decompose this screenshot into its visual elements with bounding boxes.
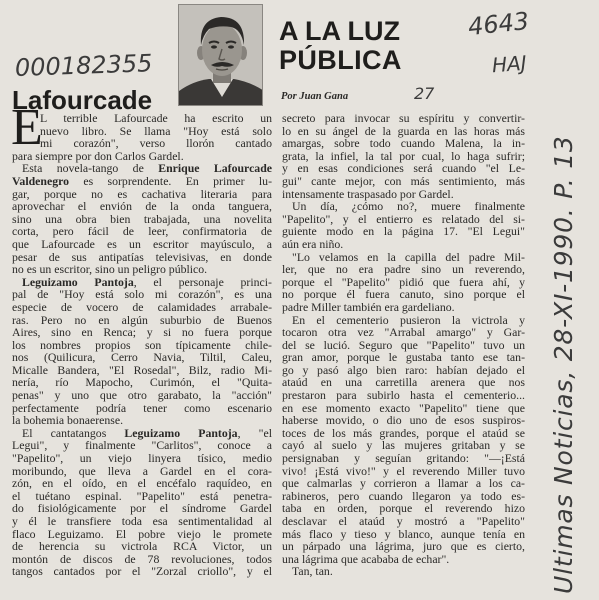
text-line: aún era niño. xyxy=(282,236,344,251)
text-line: nos (Quilicura, Cerro Navia, Tiltil, Caleu, xyxy=(12,350,272,365)
article-paragraph xyxy=(282,251,525,314)
text-line: vivo! ¡Está vivo!" y el reverendo Miller tuvo xyxy=(282,463,525,478)
section-title-line-2: PÚBLICA xyxy=(279,45,402,75)
bold-name: Leguizamo Pantoja xyxy=(22,274,134,289)
text-line: En el cementerio pusieron la victrola y xyxy=(292,312,525,327)
text-line: do fisiológicamente por el síndrome Gardel xyxy=(12,501,272,516)
text-line: nuevo libro. Se llama "Hoy está solo xyxy=(40,123,272,138)
text-line: gran amor, porque le gustaba tanto ese tan- xyxy=(282,350,525,365)
text-line: go y pasó algo bien raro: habían dejado el xyxy=(282,362,525,377)
text-line: L terrible Lafourcade ha escrito un xyxy=(40,111,272,125)
article-paragraph xyxy=(282,314,525,566)
article-column-right xyxy=(282,112,525,578)
text-segment: Esta novela-tango de xyxy=(22,161,159,176)
text-line: del se lució. Seguro que "Papelito" tuvo un xyxy=(282,337,525,352)
text-line: Micalle Bandera, "El Rosedal", Bilz, radio Mi- xyxy=(12,362,272,377)
text-line: lo en su ángel de la guarda en las horas más xyxy=(282,123,525,138)
article-column-left xyxy=(12,112,272,578)
text-line: en ese momento exacto "Papelito" tiene que xyxy=(282,400,525,415)
text-line: porque el "Papelito" pidió que fuera ahí, y xyxy=(282,274,525,289)
text-line: intensamente traspasado por Gardel. xyxy=(282,186,454,201)
text-line: persignaban y seguían gritando: "—¡Está xyxy=(282,451,525,466)
text-line: Tan, tan. xyxy=(292,564,333,579)
handwritten-page-mark: 27 xyxy=(414,84,435,103)
text-line: secreto para invocar su espíritu y convertir- xyxy=(282,111,525,125)
text-line: flaco Leguizamo. El pobre viejo le promete xyxy=(12,526,272,541)
section-title-line-1: A LA LUZ xyxy=(279,16,400,46)
headline: Lafourcade xyxy=(12,85,153,115)
text-line: de herencia su victrola RCA Victor, un xyxy=(12,539,272,554)
text-line: no es un escritor, sino un peligro público. xyxy=(12,262,208,277)
text-segment: , el personaje princi- xyxy=(133,274,272,289)
byline: Por Juan Gana xyxy=(281,91,349,102)
text-line: amargas, sobre todo cuando Malena, la in- xyxy=(282,136,525,151)
text-line: corta, pero fácil de leer, confirmatoria de xyxy=(12,224,272,239)
bold-name: Valdenegro xyxy=(12,173,70,188)
text-line xyxy=(12,175,272,188)
article-paragraph xyxy=(282,200,525,250)
text-segment: es sorprendente. En primer lu- xyxy=(69,173,272,188)
text-line: mi corazón", verso llorón cantado xyxy=(40,136,272,151)
text-line: un párpado una lágrima, juro que es cierto, xyxy=(282,539,525,554)
text-line: gui" cante mejor, con más sentimiento, más xyxy=(282,173,525,188)
text-line: montón de discos de 78 revoluciones, todos xyxy=(12,551,272,566)
text-line: y en esas condiciones será cuando "el Le- xyxy=(282,161,525,176)
text-line: la bohemia bonaerense. xyxy=(12,413,124,428)
text-line: grata, la infiel, la tal por cual, lo haga sufrir; xyxy=(282,148,525,163)
article-paragraph xyxy=(282,565,525,578)
text-line: ler, que no era padre sino un reverendo, xyxy=(282,262,525,277)
text-line: "Papelito", un viejo linyera tísico, medio xyxy=(12,451,272,466)
article-paragraph xyxy=(282,112,525,200)
handwritten-source-note: Ultimas Noticias, 28-XI-1990. P. 13 xyxy=(549,135,578,594)
text-line: padre Miller también era gardeliano. xyxy=(282,299,455,314)
drop-cap: E xyxy=(11,99,43,156)
text-line: ataúd en una carretilla arenera que nos xyxy=(282,375,525,390)
article-paragraph xyxy=(12,276,272,427)
text-line: gar, porque no es cachativa literaria para xyxy=(12,186,272,201)
text-segment: El cantatangos xyxy=(22,425,125,440)
text-line: zón, en el oído, en el encéfalo raquídeo, en xyxy=(12,476,272,491)
text-line: pal de "Hoy está solo mi corazón", es una xyxy=(12,287,272,302)
text-line: moribundo, que lleva a Gardel en el cora- xyxy=(12,463,272,478)
text-line: tocaron otra vez "Arrabal amargo" y Gar- xyxy=(282,325,525,340)
text-line: y él le transfiere toda esa sentimentalidad al xyxy=(12,514,272,528)
author-portrait-image xyxy=(179,5,263,106)
article-paragraph xyxy=(12,112,272,162)
text-line: ras. Pero no en algún suburbio de Buenos xyxy=(12,312,272,327)
text-line: que Lafourcade es un escritor mayúsculo, a xyxy=(12,236,272,251)
text-line: perfectamente podría tener como escenario xyxy=(12,400,272,415)
text-line: guiente modo en la página 17. "El Legui" xyxy=(282,224,525,239)
text-line: más flaco y tieso y blanco, aunque tenía en xyxy=(282,526,525,541)
text-line: tangos cantados por el "Zorzal criollo", y el xyxy=(12,564,272,579)
text-line: el tuétano espinal. "Papelito" está penetra- xyxy=(12,488,272,503)
article-paragraph xyxy=(12,162,272,275)
text-line: taba en orden, porque el reverendo hizo xyxy=(282,501,525,516)
handwritten-catalog-number: 4643 xyxy=(466,6,531,42)
text-line: una lágrima que acababa de echar". xyxy=(282,551,450,566)
text-line: pesar de sus antipatías televisivas, en donde xyxy=(12,249,272,264)
text-line: Aires, sino en Renca; y si no fuera porque xyxy=(12,325,272,340)
text-line: Legui", y finalmente "Carlitos", conoce a xyxy=(12,438,272,453)
text-line: no porque él fuera canuto, sino porque el xyxy=(282,287,525,302)
handwritten-archive-number: 000182355 xyxy=(14,49,153,82)
text-line: haberse movido, o dio uno de esos suspiros- xyxy=(282,413,525,428)
text-line: desclavar el ataúd y mostró a "Papelito" xyxy=(282,514,525,528)
article-paragraph xyxy=(12,427,272,578)
text-line: especie de vocero de calamidades arrabale- xyxy=(12,299,272,314)
text-line: Un día, ¿cómo no?, muere finalmente xyxy=(292,199,525,214)
bold-name: Leguizamo Pantoja xyxy=(124,425,238,440)
handwritten-catalog-initials: HAJ xyxy=(491,50,528,78)
bold-name: Enrique Lafourcade xyxy=(158,161,273,176)
text-line: sino una obra bien trabajada, una novelita xyxy=(12,211,272,226)
text-line: "Papelito", y el entierro es relatado del si- xyxy=(282,211,525,226)
text-line: toces de los más grandes, porque el ataúd se xyxy=(282,425,525,440)
text-line: nería, río Mapocho, Curimón, el "Quita- xyxy=(12,375,272,390)
text-line: cayó al suelo y las mujeres gritaban y se xyxy=(282,438,525,453)
author-photo xyxy=(178,4,263,106)
text-line: los nombres propios son típicamente chile- xyxy=(12,337,272,352)
text-line: aprovechar el envión de la onda tanguera, xyxy=(12,199,272,214)
text-line: para siempre por don Carlos Gardel. xyxy=(12,148,184,163)
text-line: que calmarlas y corrieron a llamar a los ca- xyxy=(282,476,525,491)
text-line: prestaron para subirlo hasta el cementerio... xyxy=(282,388,525,403)
text-line: rabineros, pero cuando llegaron ya todo es- xyxy=(282,488,525,503)
text-line: "Lo velamos en la capilla del padre Mil- xyxy=(292,249,525,264)
text-segment: , "el xyxy=(237,425,272,440)
text-line: penas" y uno que otro garabato, la "acción" xyxy=(12,388,272,403)
